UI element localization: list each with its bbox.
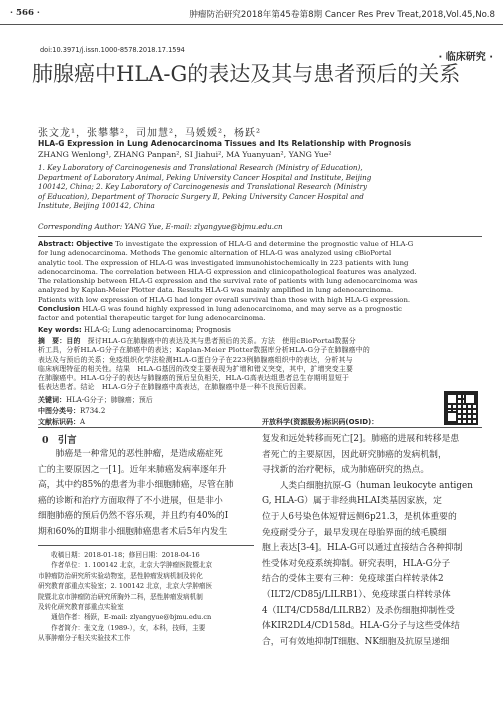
body-line: 期和60%的Ⅱ期非小细胞肺癌患者术后5年内发生 (38, 526, 228, 537)
keywords-zh (38, 395, 153, 405)
footnote-line: 收稿日期：2018-01-18；修回日期：2018-04-16 (38, 551, 200, 559)
abstract-zh-line-text: 析工具，分析HLA-G分子在肺癌中的表达；Kaplan-Meier Plotter数据库分析HLA-G分子在肺腺癌中的 (38, 346, 370, 355)
abstract-zh-line (38, 383, 482, 392)
body-line: 癌的诊断和治疗方面取得了不小进展，但是非小 (38, 495, 223, 506)
affiliation-line: of Education), Department of Thoracic Surgery Ⅱ, Peking University Cancer Hospital and (38, 191, 364, 201)
abstract-zh-line (38, 337, 482, 346)
footnote-line: 研究教育部重点实验室；2. 100142 北京，北京大学肿瘤医 (38, 582, 213, 591)
abstract-en-line-text: HLA-G was found highly expressed in lung adenocarcinoma, and may serve as a prognostic (80, 305, 403, 314)
abstract-en-line-text: analyzed by Kaplan-Meier Plotter data. Results HLA-G was mainly amplified in lung adenocarcinoma. (38, 286, 394, 295)
body-line: 细胞肺癌的预后仍然不容乐观，并且约有40%的Ⅰ (38, 511, 229, 522)
abstract-en-line-text: The relationship between HLA-G expression and the survival rate of patients with lung adenocarcinoma was (38, 277, 418, 286)
doi[interactable]: doi:10.3971/j.issn.1000-8578.2018.17.1594 (40, 46, 185, 54)
abstract-en-line-text: factor and potential therapeutic target for lung adenocarcinoma. (38, 314, 266, 323)
section-label: · 临床研究 · (438, 52, 493, 63)
abstract-en (38, 240, 482, 324)
title-zh: 肺腺癌中HLA-G的表达及其与患者预后的关系 (32, 62, 461, 86)
left-column-body (38, 447, 254, 541)
abstract-en-line (38, 296, 482, 305)
abstract-en-line-label: Abstract: Objective (38, 240, 113, 248)
footnote-line: 作者简介：张文龙（1989-），女，本科，技师，主要 (38, 623, 206, 632)
abstract-zh-line (38, 346, 482, 355)
body-line: 结合的受体主要有三种：免疫球蛋白样转录体2 (262, 574, 444, 585)
journal-citation: 肿瘤防治研究2018年第45卷第8期 Cancer Res Prev Treat,2018,Vol.45,No.8 (189, 10, 495, 20)
body-line: 亡的主要原因之一[1]。近年来肺癌发病率逐年升 (38, 464, 227, 475)
footnote-line: 作者单位：1. 100142 北京，北京大学肿瘤医院暨北京 (38, 561, 213, 570)
footnote-line: 从事肿瘤分子相关实验技术工作 (38, 634, 131, 643)
affiliations-en (38, 163, 478, 211)
body-line: 4（ILT4/CD58d/LILRB2）及杀伤细胞抑制性受 (262, 605, 455, 616)
body-line: 免疫耐受分子，最早发现在母胎界面的绒毛膜细 (262, 527, 447, 538)
footnote-line: 通信作者：杨跃，E-mail: zlyangyue@bjmu.edu.cn (38, 613, 212, 622)
abstract-zh-line (38, 356, 482, 365)
body-line: 体KIR2DL4/CD158d。HLA-G分子与这些受体结 (262, 621, 460, 632)
running-header (0, 0, 503, 24)
footnote-line: 院暨北京市肿瘤防治研究所胸外二科，恶性肿瘤发病机制 (38, 592, 203, 601)
page-number: · 566 · (10, 8, 40, 18)
clc-label: 中图分类号： (38, 407, 80, 415)
intro-heading: 0 引言 (42, 435, 77, 446)
document-code (38, 417, 85, 427)
abstract-en-line (38, 277, 482, 286)
abstract-en-line-text: Patients with low expression of HLA-G had longer overall survival than those with high HLA-G expression. (38, 295, 411, 304)
footnote-line: 市肿瘤防治研究所实验动物室，恶性肿瘤发病机制及转化 (38, 571, 203, 580)
body-line: 合，可有效地抑制T细胞、NK细胞及抗原呈递细 (262, 636, 450, 647)
clc-value: R734.2 (80, 407, 106, 415)
abstract-bottom-rule (38, 427, 482, 428)
abstract-en-line (38, 268, 482, 277)
corresponding-author: Corresponding Author: YANG Yue, E-mail: zlyangyue@bjmu.edu.cn (38, 222, 283, 231)
keywords-zh-text: HLA-G分子；肺腺癌；预后 (66, 396, 153, 404)
authors-zh: 张文龙¹，张攀攀²，司加慧²，马媛媛²，杨跃² (38, 128, 262, 139)
header-rule (0, 24, 503, 25)
abstract-en-line (38, 286, 482, 295)
affiliation-line: Department of Laboratory Animal, Peking University Cancer Hospital and Institute, Beijing (38, 172, 372, 182)
title-en: HLA-G Expression in Lung Adenocarcinoma Tissues and Its Relationship with Prognosis (38, 139, 412, 148)
abstract-zh-line-text: 低表达患者。结论 HLA-G分子在肺腺癌中高表达，在肺腺癌中是一种不良预后因素。 (38, 383, 311, 392)
body-line: 人类白细胞抗原-G（human leukocyte antigen (262, 480, 473, 491)
abstract-zh-line (38, 365, 482, 374)
clc-number (38, 406, 105, 416)
body-line: 者死亡的主要原因，因此研究肺癌的发病机制， (262, 449, 447, 460)
abstract-en-line-text: for lung adenocarcinoma. Methods The genomic alternation of HLA-G was analyzed using cBioPortal (38, 249, 392, 258)
body-line: 复发和远处转移而死亡[2]。肺癌的进展和转移是患 (262, 434, 460, 444)
qr-code-icon[interactable] (444, 391, 478, 425)
affiliation-line: Institute, Beijing 100142, China (38, 201, 155, 211)
abstract-en-line (38, 314, 482, 323)
abstract-zh-line-label: 摘 要：目的 (38, 337, 81, 345)
body-line: 性受体对免疫系统抑制。研究表明，HLA-G分子 (262, 558, 451, 569)
right-column-body (262, 432, 476, 650)
abstract-zh-line-text: 在肺腺癌中。HLA-G分子的表达与肺腺癌的预后呈负相关，HLA-G高表达组患者总生存期明显短于 (38, 374, 350, 383)
abstract-en-line-text: analytic tool. The expression of HLA-G was investigated immunohistochemically in 223 patients with lung (38, 258, 409, 267)
abstract-en-line-text: adenocarcinoma. The correlation between HLA-G expression and clinicopathological features was analyzed. (38, 267, 417, 276)
abstract-en-line-text: To investigate the expression of HLA-G and determine the prognostic value of HLA-G (112, 240, 414, 248)
authors-en: ZHANG Wenlong¹, ZHANG Panpan², SI Jiahui², MA Yuanyuan², YANG Yue² (38, 150, 332, 159)
abstract-zh (38, 337, 482, 393)
keywords-zh-label: 关键词： (38, 396, 66, 404)
abstract-top-rule (38, 236, 482, 237)
abstract-en-line (38, 259, 482, 268)
doc-code-value: A (80, 418, 86, 426)
affiliation-line: 1. Key Laboratory of Carcinogenesis and Translational Research (Ministry of Education), (38, 163, 363, 172)
abstract-zh-line-text: 探讨HLA-G在肺腺癌中的表达及其与患者预后的关系。方法 使用cBioPortal数据分 (80, 337, 356, 345)
body-line: G, HLA-G）属于非经典HLAⅠ类基因家族，定 (262, 496, 442, 507)
body-line: 胞上表达[3-4]。HLA-G可以通过直接结合各种抑制 (262, 543, 463, 554)
body-line: 寻找新的治疗靶标，成为肺癌研究的热点。 (262, 465, 430, 476)
keywords-en (38, 326, 231, 334)
abstract-en-line (38, 249, 482, 258)
abstract-en-line (38, 240, 482, 249)
abstract-en-line (38, 305, 482, 314)
doc-code-label: 文献标识码： (38, 418, 80, 426)
footnotes (38, 550, 254, 644)
footnote-rule (38, 545, 254, 546)
body-line: 位于人6号染色体短臂远侧6p21.3，是机体重要的 (262, 511, 457, 522)
body-line: 肺癌是一种常见的恶性肿瘤，是造成癌症死 (38, 449, 223, 459)
osid-label: 开放科学(资源服务)标识码(OSID)： (262, 418, 379, 426)
keywords-en-text: HLA-G; Lung adenocarcinoma; Prognosis (81, 326, 231, 334)
abstract-zh-line-text: 临床病理特征的相关性。结果 HLA-G基因的改变主要表现为扩增和错义突变，其中，扩增突变主要 (38, 364, 354, 373)
body-line: （ILT2/CD85j/LILRB1）、免疫球蛋白样转录体 (262, 589, 451, 600)
affiliation-line: 100142, China; 2. Key Laboratory of Carcinogenesis and Translational Research (Ministry (38, 182, 368, 192)
abstract-zh-line-text: 表达及与预后的关系；免疫组织化学法检测HLA-G蛋白分子在223例肺腺癌组织中的表达，分析其与 (38, 355, 353, 364)
abstract-en-line-label: Conclusion (38, 305, 81, 314)
footnote-line: 及转化研究教育部重点实验室 (38, 603, 124, 612)
keywords-en-label: Key words: (38, 326, 82, 334)
body-line: 高，其中约85%的患者为非小细胞肺癌，尽管在肺 (38, 480, 234, 491)
